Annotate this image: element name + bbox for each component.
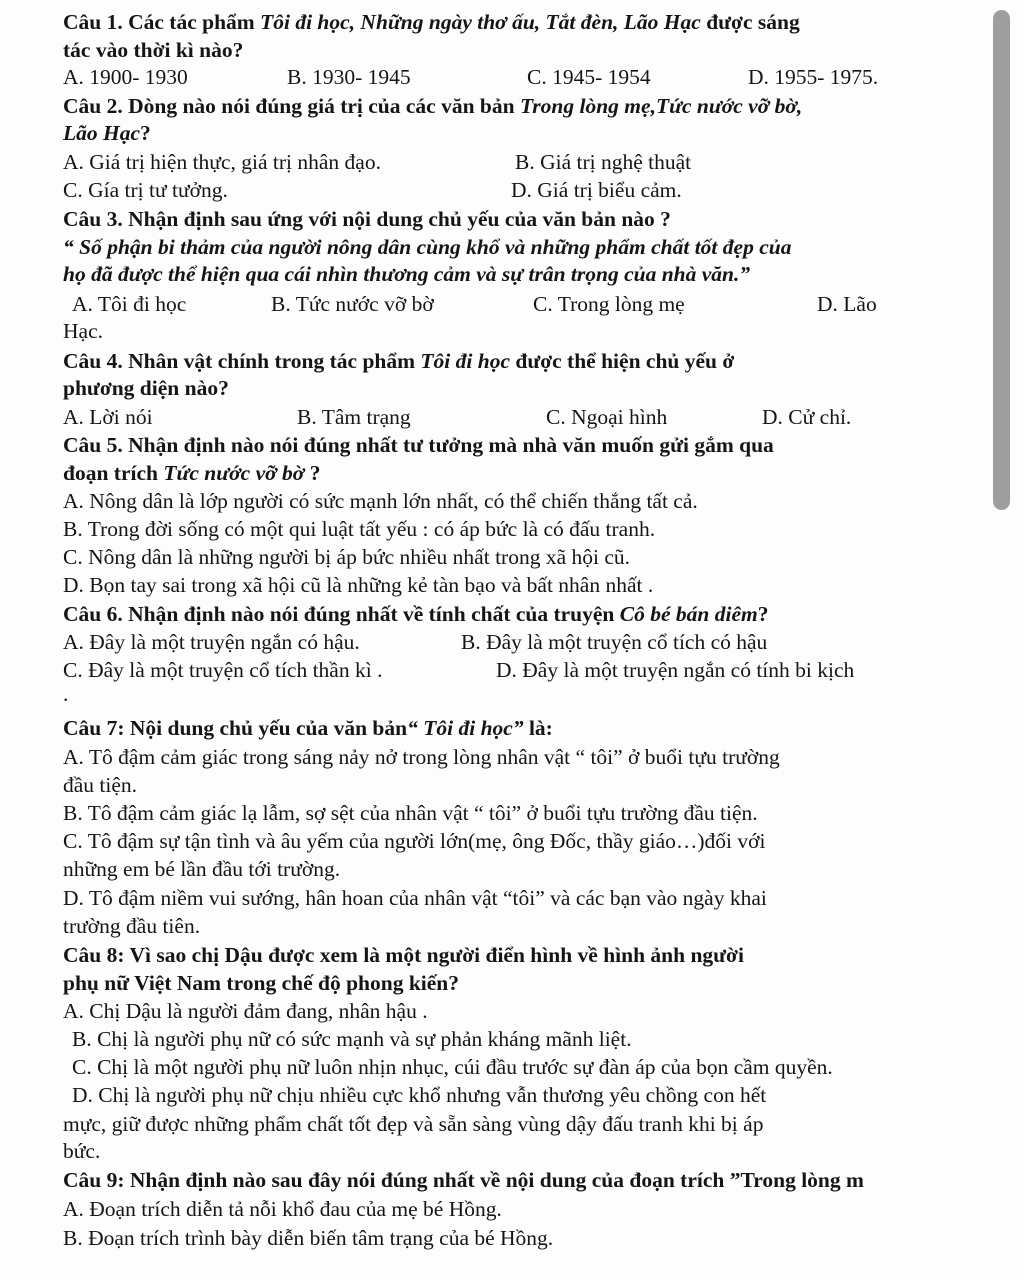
q7-option-a: A. Tô đậm cảm giác trong sáng nảy nở trong lòng nhân vật “ tôi” ở buổi tựu trường	[63, 745, 780, 769]
q6-option-d: D. Đây là một truyện ngắn có tính bi kịch	[496, 658, 855, 682]
q6-option-a: A. Đây là một truyện ngắn có hậu.	[63, 630, 360, 654]
q9-option-a: A. Đoạn trích diễn tả nỗi khổ đau của mẹ bé Hồng.	[63, 1197, 502, 1221]
q2-option-b: B. Giá trị nghệ thuật	[515, 150, 692, 174]
q3-option-d-cont: Hạc.	[63, 319, 103, 343]
q8-option-d-cont: mực, giữ được những phẩm chất tốt đẹp và sẵn sàng vùng dậy đấu tranh khi bị áp	[63, 1112, 764, 1136]
q4-option-c: C. Ngoại hình	[546, 405, 668, 429]
scrollbar-thumb[interactable]	[993, 10, 1010, 510]
question-5-title: Câu 5. Nhận định nào nói đúng nhất tư tưởng mà nhà văn muốn gửi gắm qua	[63, 433, 774, 457]
question-4-title-cont: phương diện nào?	[63, 376, 229, 400]
q3-option-d: D. Lão	[817, 292, 877, 316]
q8-option-d: D. Chị là người phụ nữ chịu nhiều cực khổ nhưng vẫn thương yêu chồng con hết	[72, 1083, 767, 1107]
question-1-title: Câu 1. Các tác phẩm Tôi đi học, Những ngày thơ ấu, Tắt đèn, Lão Hạc được sáng	[63, 10, 800, 34]
question-9-title: Câu 9: Nhận định nào sau đây nói đúng nhất về nội dung của đoạn trích ”Trong lòng m	[63, 1168, 864, 1192]
q5-option-b: B. Trong đời sống có một qui luật tất yếu : có áp bức là có đấu tranh.	[63, 517, 656, 541]
q6-option-b: B. Đây là một truyện cổ tích có hậu	[461, 630, 768, 654]
q7-option-a-cont: đầu tiện.	[63, 773, 138, 797]
q1-option-a: A. 1900- 1930	[63, 65, 188, 89]
q6-stray-dot: .	[63, 682, 69, 706]
q1-option-d: D. 1955- 1975.	[748, 65, 879, 89]
q6-option-c: C. Đây là một truyện cổ tích thần kì .	[63, 658, 383, 682]
q4-option-b: B. Tâm trạng	[297, 405, 411, 429]
question-8-title: Câu 8: Vì sao chị Dậu được xem là một người điển hình về hình ảnh người	[63, 943, 744, 967]
q4-option-a: A. Lời nói	[63, 405, 153, 429]
q3-option-c: C. Trong lòng mẹ	[533, 292, 685, 316]
q7-option-d-cont: trường đầu tiên.	[63, 914, 201, 938]
q2-option-d: D. Giá trị biểu cảm.	[511, 178, 682, 202]
q7-option-d: D. Tô đậm niềm vui sướng, hân hoan của nhân vật “tôi” và các bạn vào ngày khai	[63, 886, 767, 910]
question-5-title-cont: đoạn trích Tức nước vỡ bờ ?	[63, 461, 321, 485]
q4-option-d: D. Cử chỉ.	[762, 405, 852, 429]
question-3-quote-line-1: “ Số phận bi thảm của người nông dân cùng khổ và những phẩm chất tốt đẹp của	[63, 235, 792, 259]
question-2-title: Câu 2. Dòng nào nói đúng giá trị của các văn bản Trong lòng mẹ,Tức nước vỡ bờ,	[63, 94, 803, 118]
q7-option-c-cont: những em bé lần đầu tới trường.	[63, 857, 341, 881]
q3-option-b: B. Tức nước vỡ bờ	[271, 292, 434, 316]
q9-option-b: B. Đoạn trích trình bày diễn biến tâm trạng của bé Hồng.	[63, 1226, 554, 1250]
q5-option-d: D. Bọn tay sai trong xã hội cũ là những kẻ tàn bạo và bất nhân nhất .	[63, 573, 654, 597]
question-3-title: Câu 3. Nhận định sau ứng với nội dung chủ yếu của văn bản nào ?	[63, 207, 671, 231]
question-8-title-cont: phụ nữ Việt Nam trong chế độ phong kiến?	[63, 971, 460, 995]
q5-option-a: A. Nông dân là lớp người có sức mạnh lớn nhất, có thể chiến thắng tất cả.	[63, 489, 698, 513]
question-2-title-cont: Lão Hạc?	[63, 121, 151, 145]
q8-option-a: A. Chị Dậu là người đảm đang, nhân hậu .	[63, 999, 428, 1023]
q8-option-d-cont-2: bức.	[63, 1139, 101, 1163]
q1-option-b: B. 1930- 1945	[287, 65, 411, 89]
q3-option-a: A. Tôi đi học	[72, 292, 187, 316]
q2-option-a: A. Giá trị hiện thực, giá trị nhân đạo.	[63, 150, 381, 174]
q7-option-b: B. Tô đậm cảm giác lạ lẫm, sợ sệt của nhân vật “ tôi” ở buổi tựu trường đầu tiện.	[63, 801, 758, 825]
question-7-title: Câu 7: Nội dung chủ yếu của văn bản“ Tôi đi học” là:	[63, 716, 553, 740]
question-6-title: Câu 6. Nhận định nào nói đúng nhất về tính chất của truyện Cô bé bán diêm?	[63, 602, 769, 626]
q1-option-c: C. 1945- 1954	[527, 65, 651, 89]
q2-option-c: C. Gía trị tư tưởng.	[63, 178, 228, 202]
question-1-title-cont: tác vào thời kì nào?	[63, 38, 244, 62]
q5-option-c: C. Nông dân là những người bị áp bức nhiều nhất trong xã hội cũ.	[63, 545, 631, 569]
q8-option-b: B. Chị là người phụ nữ có sức mạnh và sự phản kháng mãnh liệt.	[72, 1027, 632, 1051]
question-3-quote-line-2: họ đã được thể hiện qua cái nhìn thương cảm và sự trân trọng của nhà văn.”	[63, 262, 751, 286]
question-4-title: Câu 4. Nhân vật chính trong tác phẩm Tôi đi học được thể hiện chủ yếu ở	[63, 349, 735, 373]
q7-option-c: C. Tô đậm sự tận tình và âu yếm của người lớn(mẹ, ông Đốc, thầy giáo…)đối với	[63, 829, 766, 853]
q8-option-c: C. Chị là một người phụ nữ luôn nhịn nhục, cúi đầu trước sự đàn áp của bọn cầm quyền.	[72, 1055, 833, 1079]
